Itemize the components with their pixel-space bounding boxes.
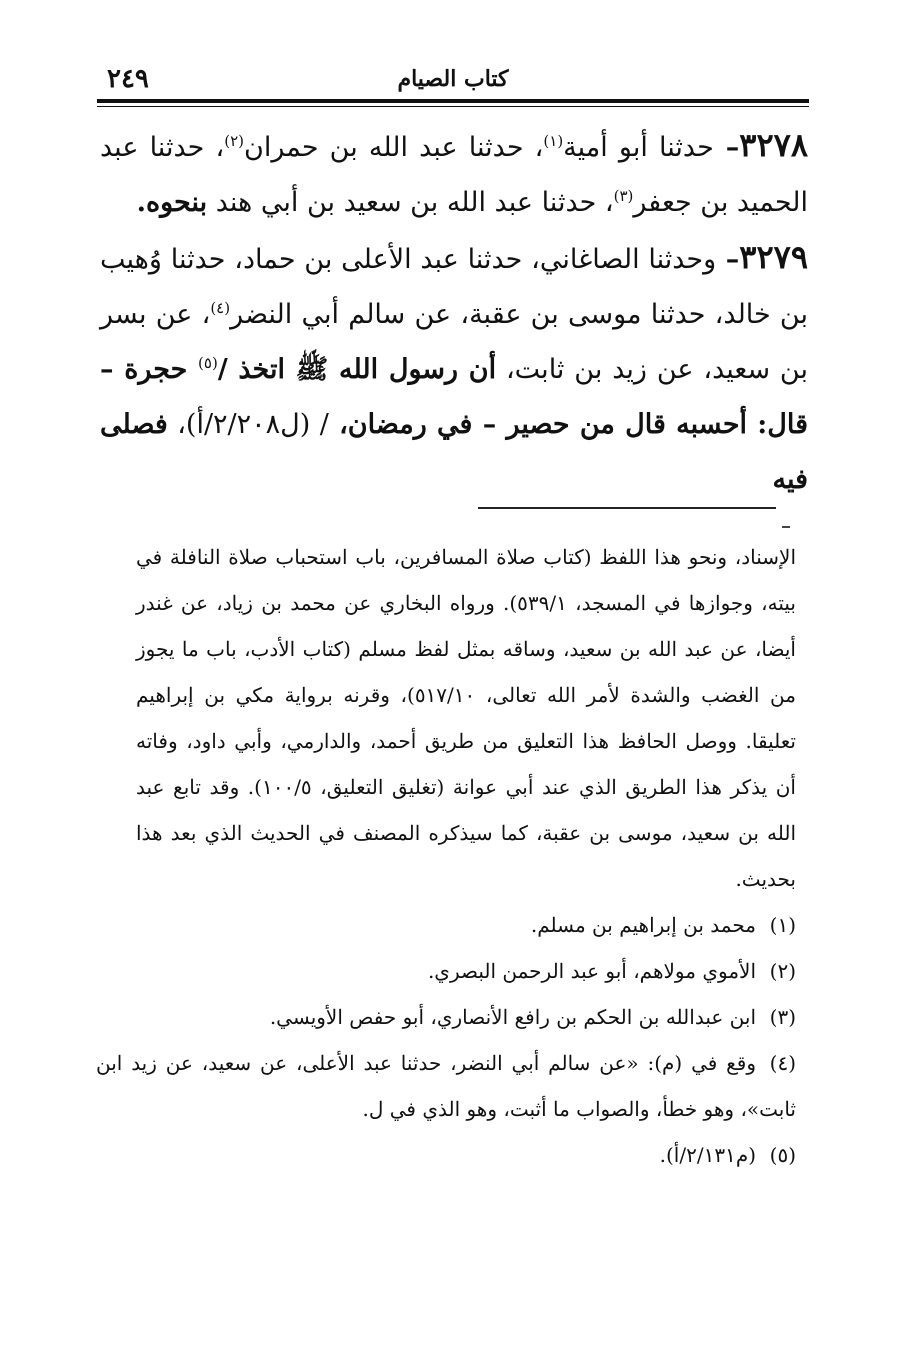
footnote-3 (96, 994, 796, 1040)
hadith-text: ، حدثنا عبد الحميد بن جعفر (100, 132, 808, 218)
hadith-bold-text: حجرة – قال: أحسبه قال من حصير – في رمضان، (100, 354, 808, 440)
hadith-number: ٣٢٧٩ (739, 238, 808, 276)
hadith-text: ، حدثنا عبد الله بن سعيد بن أبي هند (207, 187, 614, 218)
manuscript-ref: / (ل٢/٢٠٨/أ)، (167, 409, 329, 440)
footnote-number: (٣) (769, 1005, 796, 1029)
header-title: كتاب الصيام (397, 66, 509, 92)
header-rule-thin (97, 106, 809, 107)
footnotes (96, 534, 796, 1178)
hadith-3279 (100, 230, 808, 507)
footnote-2 (96, 948, 796, 994)
footnote-ref[interactable]: (٣) (613, 187, 634, 205)
footnote-mark (782, 526, 790, 528)
running-header (97, 60, 809, 100)
footnote-ref[interactable]: (٢) (224, 132, 244, 150)
footnote-number: (٢) (769, 959, 796, 983)
footnote-text: محمد بن إبراهيم بن مسلم. (530, 913, 756, 937)
footnote-1 (96, 902, 796, 948)
footnote-number: (١) (769, 913, 796, 937)
footnote-number: (٤) (769, 1051, 796, 1075)
footnote-continuation: الإسناد، ونحو هذا اللفظ (كتاب صلاة المسافرين، باب استحباب صلاة النافلة في بيته، وجوازها في المسجد، ٥٣٩/١). ورواه البخاري عن محمد بن زياد، عن غندر أيضا، عن عبد الله بن سعيد، وساقه بمثل لفظ مسلم (كتاب الأدب، باب ما يجوز من الغضب والشدة لأمر الله تعالى، ٥١٧/١٠)، وقرنه برواية مكي بن إبراهيم تعليقا. ووصل الحافظ هذا التعليق من طريق أحمد، والدارمي، وأبي داود، وفاته أن يذكر هذا الطريق الذي عند أبي عوانة (تغليق التعليق، ١٠٠/٥). وقد تابع عبد الله بن سعيد، موسى بن عقبة، كما سيذكره المصنف في الحديث الذي بعد هذا بحديث. (136, 545, 796, 891)
page-number: ٢٤٩ (107, 64, 149, 94)
footnote-text: (م٢/١٣١/أ). (659, 1143, 756, 1167)
footnote-text: الأموي مولاهم، أبو عبد الرحمن البصري. (427, 959, 756, 983)
footnote-5 (96, 1132, 796, 1178)
hadith-3278 (100, 118, 808, 230)
hadith-bold-text: فصلى فيه (100, 409, 808, 495)
hadith-dash: – (713, 132, 740, 163)
hadith-text: حدثنا أبو أمية (563, 132, 714, 163)
footnote-number: (٥) (769, 1143, 796, 1167)
hadith-text: ، عن بسر بن سعيد، عن زيد بن ثابت، (100, 299, 809, 385)
footnote-4 (96, 1040, 796, 1132)
hadith-text: ، حدثنا عبد الله بن حمران (243, 132, 544, 163)
main-text (100, 118, 808, 507)
footnote-separator (478, 507, 776, 509)
hadith-dash: – (716, 244, 740, 275)
hadith-bold-text: أن رسول الله ﷺ اتخذ / (217, 354, 497, 385)
footnote-ref[interactable]: (٤) (210, 299, 231, 317)
header-rule-thick (97, 99, 809, 103)
hadith-bold-text: بنحوه. (136, 187, 208, 218)
footnote-text: وقع في (م): «عن سالم أبي النضر، حدثنا عبد الأعلى، عن سعيد، عن زيد ابن ثابت»، وهو خطأ، والصواب ما أثبت، وهو الذي في ل. (96, 1051, 796, 1121)
footnote-ref[interactable]: (٥) (198, 354, 218, 372)
footnote-text: ابن عبدالله بن الحكم بن رافع الأنصاري، أبو حفص الأويسي. (269, 1005, 756, 1029)
hadith-number: ٣٢٧٨ (739, 126, 809, 164)
footnote-ref[interactable]: (١) (543, 132, 564, 150)
hadith-text: وحدثنا الصاغاني، حدثنا عبد الأعلى بن حماد، حدثنا وُهيب بن خالد، حدثنا موسى بن عقبة، عن سالم أبي النضر (100, 244, 808, 330)
